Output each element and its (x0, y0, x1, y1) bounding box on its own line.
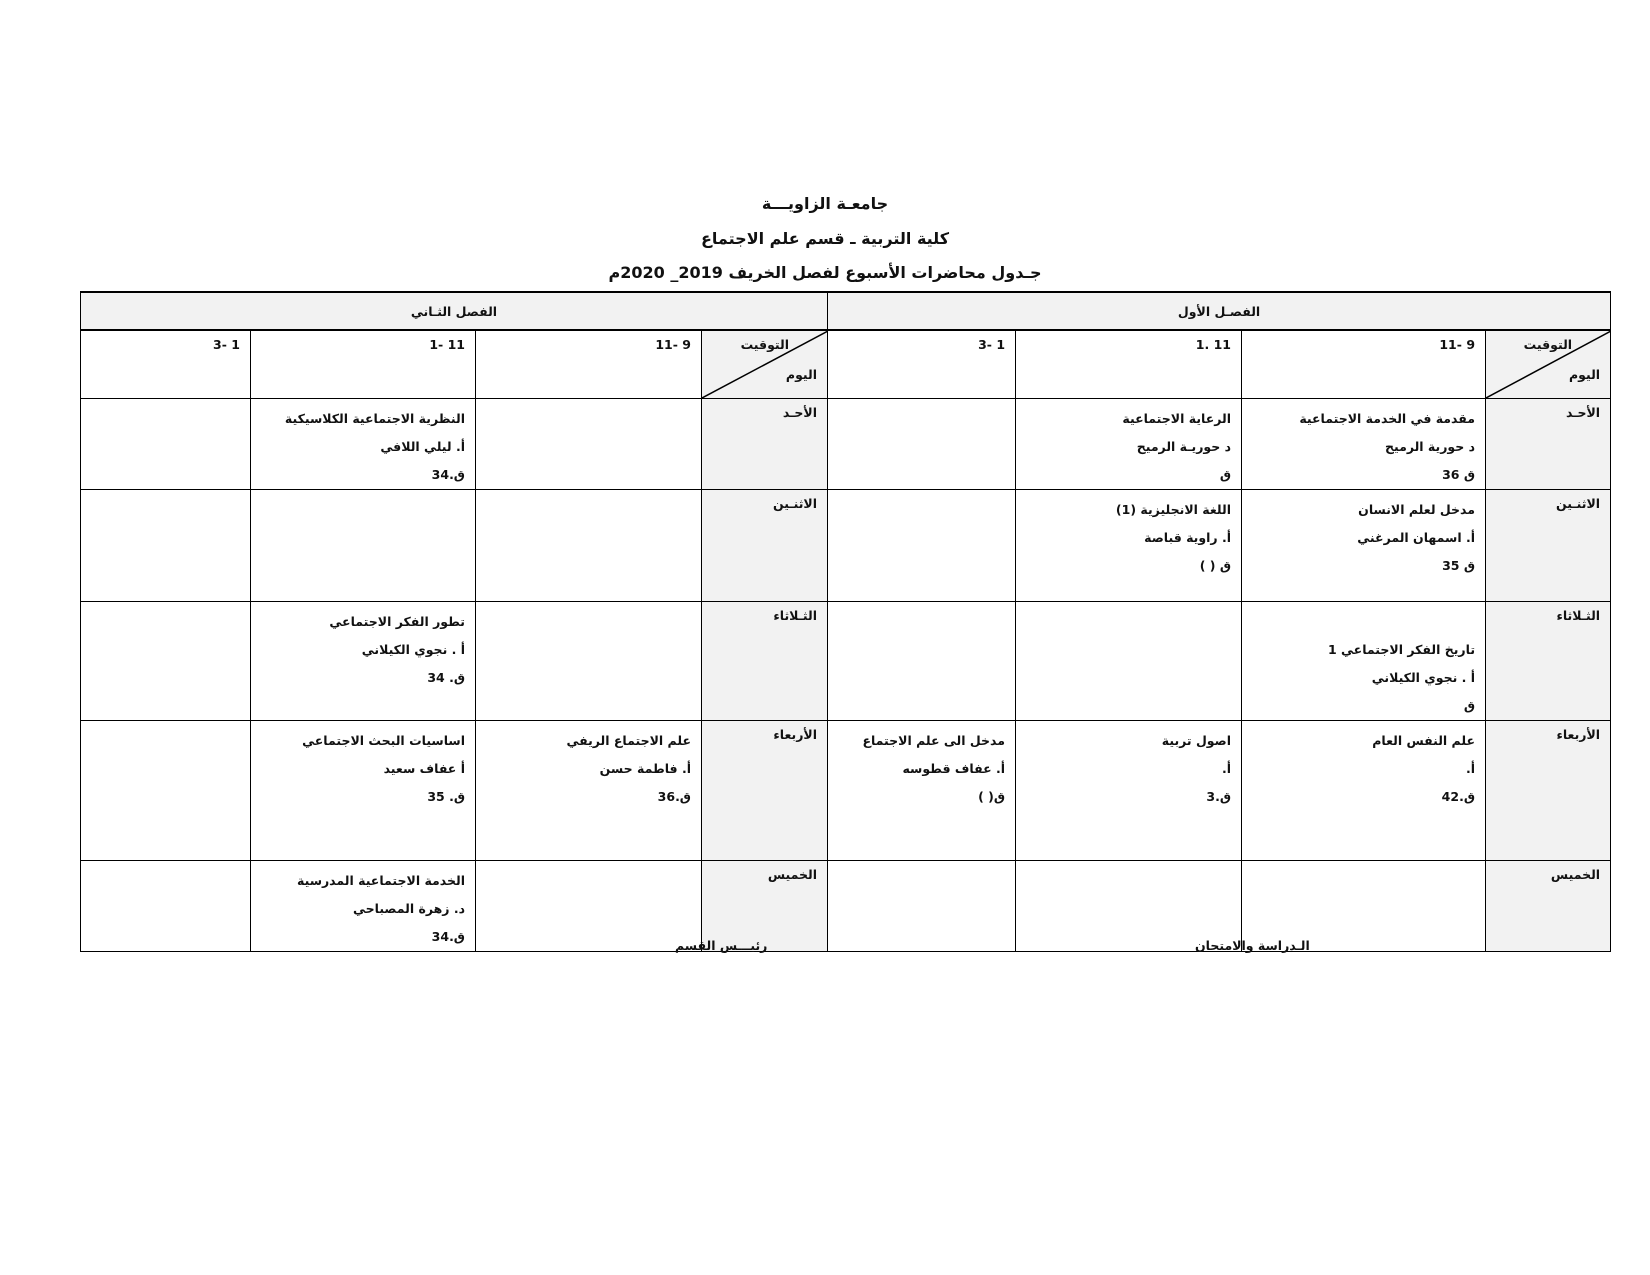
day-label: الاثنـين (702, 490, 828, 602)
day-label: الخميس (702, 861, 828, 952)
cell-empty (81, 602, 251, 721)
day-label: الأحـد (702, 399, 828, 490)
day-label: الثـلاثاء (1486, 602, 1611, 721)
course-cell: اصول تربية أ. ق.3 (1016, 721, 1242, 861)
course-cell: الخدمة الاجتماعية المدرسية د. زهرة المصباحي ق.34 (251, 861, 476, 952)
time-header-s3: 1 -3 (81, 330, 251, 399)
cell-empty (251, 490, 476, 602)
corner-cell-second (702, 330, 828, 399)
course-cell: تطور الفكر الاجتماعي أ . نجوي الكيلاني ق. 34 (251, 602, 476, 721)
schedule-title: جـدول محاضرات الأسبوع لفصل الخريف 2019_ 2020م (608, 263, 1042, 282)
exams-office-signature: الـدراسة والامتحان (1195, 938, 1310, 953)
day-label: الأحـد (1486, 399, 1611, 490)
day-label: الاثنـين (1486, 490, 1611, 602)
semester-second-header: الفصل الثـاني (81, 292, 828, 330)
department-head-signature: رئيـــس القسم (675, 938, 768, 953)
cell-empty (828, 861, 1016, 952)
course-cell: مدخل الى علم الاجتماع أ. عفاف قطوسه ق( ) (828, 721, 1016, 861)
cell-empty (81, 861, 251, 952)
course-cell: النظرية الاجتماعية الكلاسيكية أ. ليلي اللافي ق.34 (251, 399, 476, 490)
schedule-table (80, 291, 1611, 952)
course-cell: مدخل لعلم الانسان أ. اسمهان المرغني ق 35 (1242, 490, 1486, 602)
course-cell: علم الاجتماع الريفي أ. فاطمة حسن ق.36 (476, 721, 702, 861)
cell-empty (476, 861, 702, 952)
cell-empty (476, 490, 702, 602)
cell-empty (81, 399, 251, 490)
time-header-s2: 11 -1 (251, 330, 476, 399)
time-header-s1: 9 -11 (476, 330, 702, 399)
course-cell: الرعاية الاجتماعية د حوريـة الرميح ق (1016, 399, 1242, 490)
course-cell: علم النفس العام أ. ق.42 (1242, 721, 1486, 861)
course-cell: مقدمة في الخدمة الاجتماعية د حورية الرميح ق 36 (1242, 399, 1486, 490)
faculty-name: كلية التربية ـ قسم علم الاجتماع (700, 229, 950, 248)
corner-time-label: التوقيت (1523, 337, 1573, 352)
cell-empty (476, 399, 702, 490)
time-header-t3: 1 -3 (828, 330, 1016, 399)
time-header-t1: 9 -11 (1242, 330, 1486, 399)
corner-time-label: التوقيت (740, 337, 790, 352)
cell-empty (1016, 602, 1242, 721)
day-label: الثـلاثاء (702, 602, 828, 721)
cell-empty (828, 399, 1016, 490)
course-cell: تاريخ الفكر الاجتماعي 1 أ . نجوي الكيلاني ق (1242, 602, 1486, 721)
course-cell: اللغة الانجليزية (1) أ. راوية قباصة ق ( ) (1016, 490, 1242, 602)
day-label: الأربعاء (1486, 721, 1611, 861)
cell-empty (828, 602, 1016, 721)
cell-empty (476, 602, 702, 721)
day-label: الخميس (1486, 861, 1611, 952)
cell-empty (81, 721, 251, 861)
time-header-t2: 11 .1 (1016, 330, 1242, 399)
corner-cell-first (1486, 330, 1611, 399)
cell-empty (828, 490, 1016, 602)
day-label: الأربعاء (702, 721, 828, 861)
corner-day-label: اليوم (1568, 367, 1601, 382)
corner-day-label: اليوم (785, 367, 818, 382)
semester-first-header: الفصـل الأول (828, 292, 1611, 330)
cell-empty (81, 490, 251, 602)
course-cell: اساسيات البحث الاجتماعي أ عفاف سعيد ق. 35 (251, 721, 476, 861)
university-name: جامعـة الزاويـــة (761, 194, 889, 213)
